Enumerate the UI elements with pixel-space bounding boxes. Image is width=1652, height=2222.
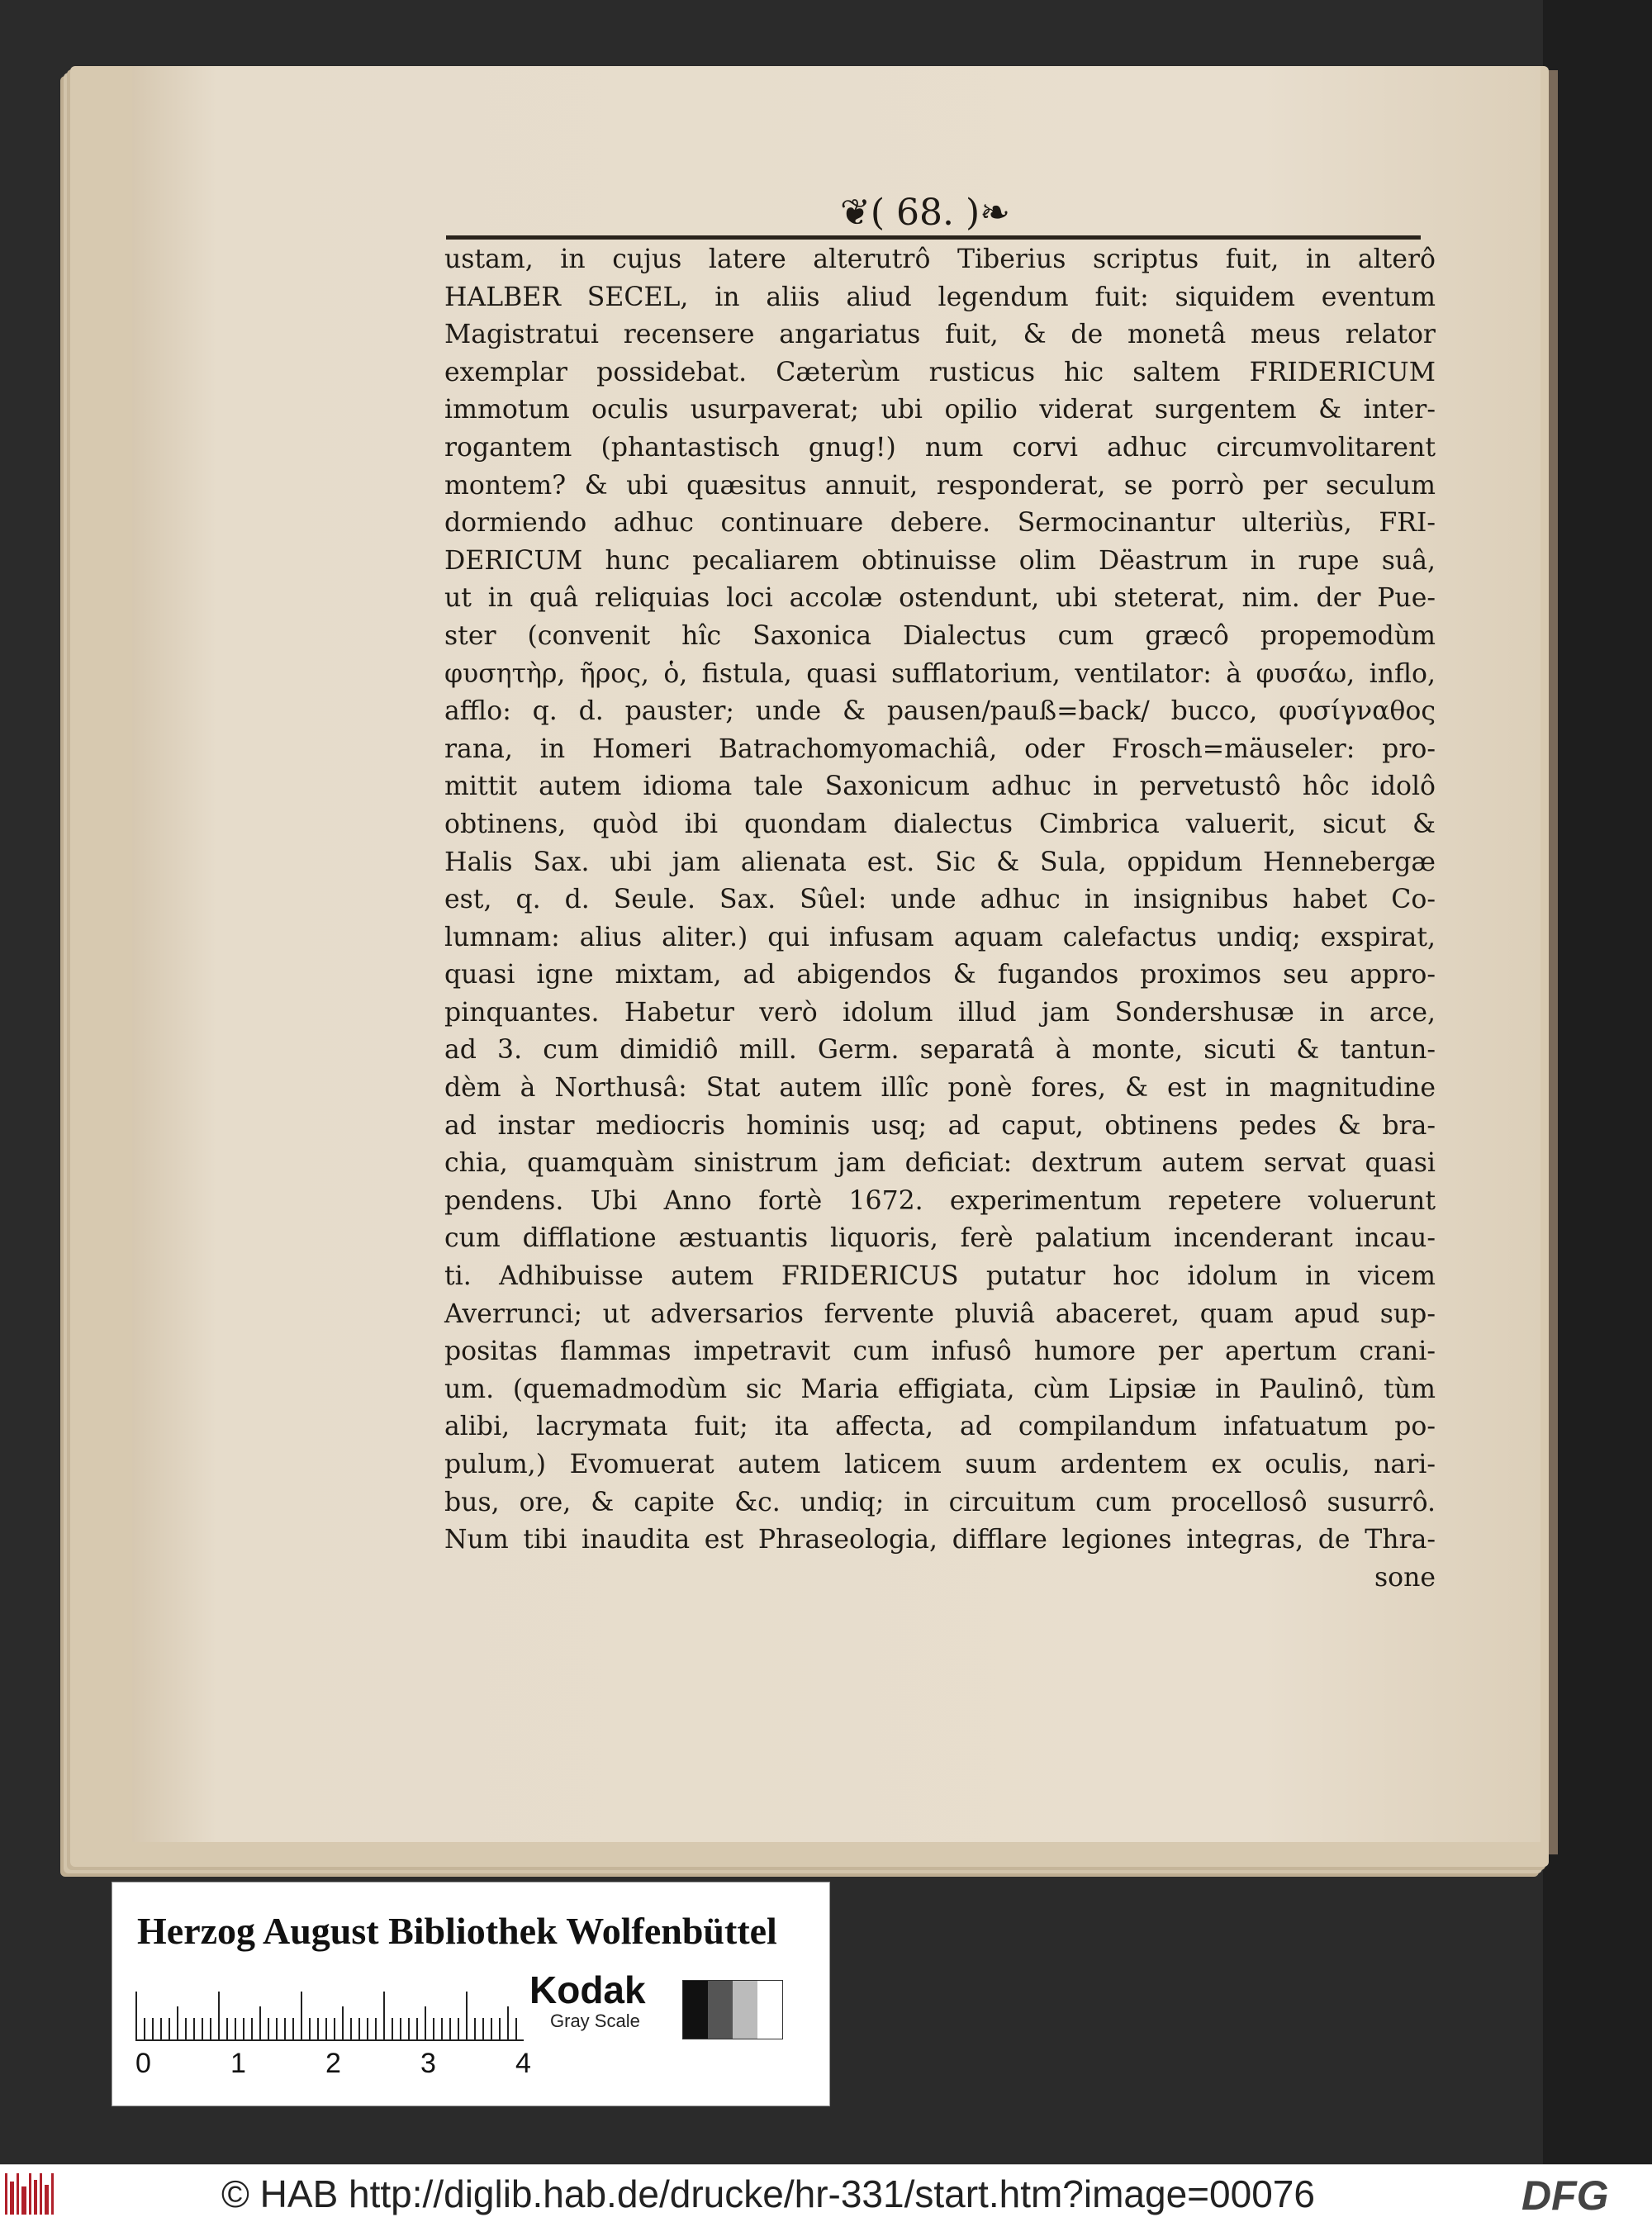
ruler-tick bbox=[383, 1992, 385, 2041]
ruler-tick bbox=[152, 2018, 154, 2041]
ruler-tick bbox=[317, 2018, 319, 2041]
ruler-tick bbox=[325, 2018, 327, 2041]
text-line: HALBER SECEL, in aliis aliud legendum fuit: siquidem eventum bbox=[444, 282, 1436, 312]
dfg-logo: DFG bbox=[1521, 2172, 1609, 2219]
ruler-number: 2 bbox=[325, 2048, 341, 2079]
text-line: obtinens, quòd ibi quondam dialectus Cimbrica valuerit, sicut & bbox=[444, 809, 1436, 839]
ruler-tick bbox=[177, 2006, 178, 2041]
ruler-tick bbox=[276, 2018, 278, 2041]
header-ornament-right-icon: ❧ bbox=[980, 192, 1011, 234]
text-line: quasi igne mixtam, ad abigendos & fugandos proximos seu appro- bbox=[444, 960, 1436, 990]
page-header bbox=[826, 192, 1024, 234]
text-line: um. (quemadmodùm sic Maria effigiata, cùm Lipsiæ in Paulinô, tùm bbox=[444, 1374, 1436, 1404]
ruler-tick bbox=[441, 2018, 443, 2041]
catchword: sone bbox=[1374, 1562, 1436, 1593]
ruler-tick bbox=[515, 2018, 517, 2041]
ruler-tick bbox=[160, 2018, 162, 2041]
ruler-tick bbox=[301, 1992, 302, 2041]
text-line: dèm à Northusâ: Stat autem illîc ponè fores, & est in magnitudine bbox=[444, 1073, 1436, 1104]
text-line: exemplar possidebat. Cæterùm rusticus hic saltem FRIDERICUM bbox=[444, 357, 1436, 387]
ruler-tick bbox=[491, 2018, 492, 2041]
ruler-number: 3 bbox=[420, 2048, 436, 2079]
text-line: montem? & ubi quæsitus annuit, responderat, se porrò per seculum bbox=[444, 470, 1436, 501]
ruler-tick bbox=[169, 2018, 170, 2041]
ruler-tick bbox=[251, 2018, 253, 2041]
gray-scale-label: Gray Scale bbox=[550, 2011, 640, 2031]
ruler-tick bbox=[458, 2018, 459, 2041]
ruler-tick bbox=[482, 2018, 484, 2041]
ruler-tick bbox=[243, 2018, 244, 2041]
library-label-card bbox=[112, 1882, 830, 2106]
text-line: ti. Adhibuisse autem FRIDERICUS putatur hoc idolum in vicem bbox=[444, 1261, 1436, 1292]
institution-name: Herzog August Bibliothek Wolfenbüttel bbox=[137, 1910, 777, 1952]
ruler-tick bbox=[425, 2006, 426, 2041]
text-line: φυσητὴρ, ῆρος, ὁ, fistula, quasi sufflatorium, ventilator: à φυσάω, inflo, bbox=[444, 658, 1436, 689]
ruler-tick bbox=[292, 2018, 294, 2041]
ruler-tick bbox=[507, 2006, 509, 2041]
text-line: chia, quamquàm sinistrum jam deficiat: dextrum autem servat quasi bbox=[444, 1148, 1436, 1179]
ruler-tick bbox=[449, 2018, 451, 2041]
ruler-tick bbox=[433, 2018, 434, 2041]
gray-patch bbox=[757, 1981, 782, 2039]
page-number: ( 68. ) bbox=[870, 192, 980, 234]
ruler-tick bbox=[499, 2018, 501, 2041]
text-line: rogantem (phantastisch gnug!) num corvi adhuc circumvolitarent bbox=[444, 432, 1436, 463]
gray-scale-patches bbox=[682, 1980, 783, 2039]
header-ornament-left-icon: ❦ bbox=[839, 192, 871, 234]
kodak-logo: Kodak bbox=[529, 1968, 646, 2011]
body-text bbox=[444, 241, 1436, 1597]
ruler-tick bbox=[342, 2006, 344, 2041]
text-line: Magistratui recensere angariatus fuit, & de monetâ meus relator bbox=[444, 320, 1436, 350]
ruler-tick bbox=[392, 2018, 393, 2041]
text-line: positas flammas impetravit cum infusô humore per apertum crani- bbox=[444, 1337, 1436, 1367]
ruler-tick bbox=[400, 2018, 401, 2041]
text-line: est, q. d. Seule. Sax. Sûel: unde adhuc in insignibus habet Co- bbox=[444, 885, 1436, 915]
ruler-tick bbox=[135, 1992, 137, 2041]
ruler-tick bbox=[268, 2018, 269, 2041]
text-line: DERICUM hunc pecaliarem obtinuisse olim Dëastrum in rupe suâ, bbox=[444, 545, 1436, 576]
ruler-tick bbox=[466, 1992, 468, 2041]
text-line: ut in quâ reliquias loci accolæ ostendunt, ubi steterat, nim. der Pue- bbox=[444, 583, 1436, 614]
text-line: rana, in Homeri Batrachomyomachiâ, oder Frosch=mäuseler: pro- bbox=[444, 734, 1436, 764]
text-line: ster (convenit hîc Saxonica Dialectus cum græcô propemodùm bbox=[444, 620, 1436, 651]
header-rule bbox=[446, 235, 1421, 240]
footer-bar bbox=[0, 2164, 1652, 2222]
ruler-tick bbox=[474, 2018, 476, 2041]
scanner-edge bbox=[1543, 0, 1652, 2164]
text-line: cum difflatione æstuantis liquoris, ferè palatium incenderant incau- bbox=[444, 1223, 1436, 1254]
text-line: mittit autem idioma tale Saxonicum adhuc in pervetustô hôc idolô bbox=[444, 772, 1436, 802]
text-line: pinquantes. Habetur verò idolum illud jam Sondershusæ in arce, bbox=[444, 997, 1436, 1028]
text-line: dormiendo adhuc continuare debere. Sermocinantur ulteriùs, FRI- bbox=[444, 508, 1436, 539]
ruler-tick bbox=[284, 2018, 286, 2041]
footer-credit-link[interactable]: © HAB http://diglib.hab.de/drucke/hr-331/start.htm?image=00076 bbox=[221, 2172, 1315, 2215]
scale-ruler bbox=[135, 1983, 548, 2041]
ruler-tick bbox=[375, 2018, 377, 2041]
text-line: ad 3. cum dimidiô mill. Germ. separatâ à monte, sicuti & tantun- bbox=[444, 1035, 1436, 1066]
ruler-number: 0 bbox=[135, 2048, 151, 2079]
ruler-number: 1 bbox=[230, 2048, 246, 2079]
ruler-tick bbox=[218, 1992, 220, 2041]
ruler-tick bbox=[235, 2018, 236, 2041]
text-line: pulum,) Evomuerat autem laticem suum ardentem ex oculis, nari- bbox=[444, 1450, 1436, 1479]
ruler-tick bbox=[358, 2018, 360, 2041]
ruler-tick bbox=[193, 2018, 195, 2041]
gray-patch bbox=[708, 1981, 733, 2039]
ruler-tick bbox=[202, 2018, 203, 2041]
ruler-tick bbox=[144, 2018, 145, 2041]
text-line: immotum oculis usurpaverat; ubi opilio viderat surgentem & inter- bbox=[444, 395, 1436, 425]
text-line: Num tibi inaudita est Phraseologia, difflare legiones integras, de Thra- bbox=[444, 1525, 1436, 1555]
ruler-number: 4 bbox=[515, 2048, 531, 2079]
text-line: pendens. Ubi Anno fortè 1672. experimentum repetere voluerunt bbox=[444, 1185, 1436, 1216]
ruler-tick bbox=[408, 2018, 410, 2041]
text-line: lumnam: alius aliter.) qui infusam aquam calefactus undiq; exspirat, bbox=[444, 922, 1436, 952]
hab-barcode-logo-icon bbox=[5, 2173, 71, 2215]
text-line: ustam, in cujus latere alterutrô Tiberius scriptus fuit, in alterô bbox=[444, 245, 1436, 274]
ruler-tick bbox=[367, 2018, 368, 2041]
ruler-tick bbox=[185, 2018, 187, 2041]
ruler-tick bbox=[309, 2018, 311, 2041]
text-line: ad instar mediocris hominis usq; ad caput, obtinens pedes & bra- bbox=[444, 1110, 1436, 1141]
gray-patch bbox=[683, 1981, 708, 2039]
ruler-tick bbox=[350, 2018, 352, 2041]
text-line: bus, ore, & capite &c. undiq; in circuitum cum procellosô susurrô. bbox=[444, 1487, 1436, 1517]
text-line: alibi, lacrymata fuit; ita affecta, ad compilandum infatuatum po- bbox=[444, 1412, 1436, 1442]
text-line: Halis Sax. ubi jam alienata est. Sic & Sula, oppidum Hennebergæ bbox=[444, 847, 1436, 877]
text-line: afflo: q. d. pauster; unde & pausen/pauß=back/ bucco, φυσίγναθος bbox=[444, 696, 1436, 727]
gray-patch bbox=[733, 1981, 757, 2039]
text-line: Averrunci; ut adversarios fervente pluviâ abaceret, quam apud sup- bbox=[444, 1299, 1436, 1329]
ruler-tick bbox=[334, 2018, 335, 2041]
ruler-tick bbox=[226, 2018, 228, 2041]
ruler-tick bbox=[259, 2006, 261, 2041]
ruler-tick bbox=[210, 2018, 211, 2041]
ruler-tick bbox=[416, 2018, 418, 2041]
